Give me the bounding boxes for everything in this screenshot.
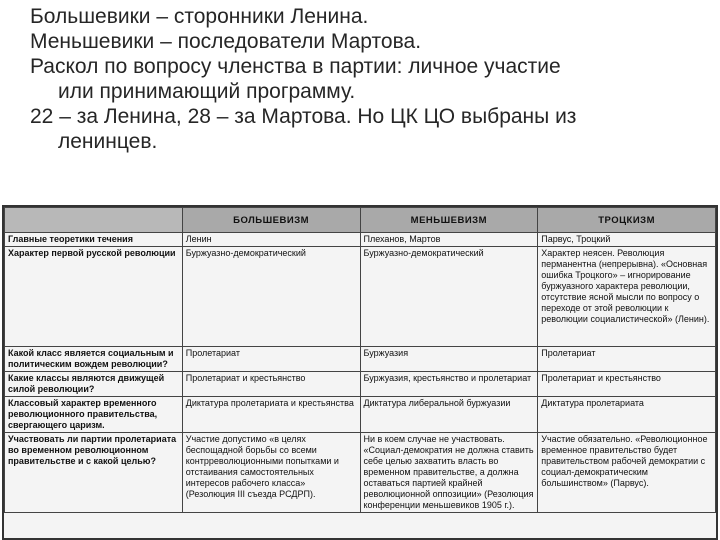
text-line: Меньшевики – последователи Мартова. [30, 30, 422, 53]
table-cell: Буржуазия [360, 347, 538, 372]
table-cell: Ленин [182, 233, 360, 247]
table-cell: Парвус, Троцкий [538, 233, 716, 247]
table-cell: Пролетариат [538, 347, 716, 372]
table-cell: Какой класс является социальным и политическим вождем революции? [5, 347, 183, 372]
comparison-table [4, 207, 716, 513]
table-cell: Участвовать ли партии пролетариата во временном революционном правительстве и с какой целью? [5, 433, 183, 513]
table-cell: Участие допустимо «в целях беспощадной борьбы со всеми контрреволюционными попытками и отстаивания самостоятельных интересов рабочего класса» (Резолюция III съезда РСДРП). [182, 433, 360, 513]
table-cell: Диктатура либеральной буржуазии [360, 397, 538, 433]
header-cell: БОЛЬШЕВИЗМ [182, 208, 360, 233]
table-cell: Буржуазно-демократический [360, 247, 538, 347]
table-row [5, 397, 716, 433]
table-cell: Классовый характер временного революционного правительства, свергающего царизм. [5, 397, 183, 433]
table-cell: Характер неясен. Революция перманентна (непрерывна). «Основная ошибка Троцкого» – игнорирование буржуазного характера революции, отсутствие ясной мысли по вопросу о переходе от этой революции к революции социалистической» (Ленин). [538, 247, 716, 347]
table-row [5, 347, 716, 372]
table-cell: Характер первой русской революции [5, 247, 183, 347]
text-line: Раскол по вопросу членства в партии: личное участие [30, 55, 561, 78]
table-row [5, 233, 716, 247]
table-cell: Буржуазно-демократический [182, 247, 360, 347]
header-cell [5, 208, 183, 233]
table-row [5, 247, 716, 347]
table-row [5, 372, 716, 397]
text-line: 22 – за Ленина, 28 – за Мартова. Но ЦК ЦО выбраны из [30, 105, 577, 128]
header-cell: ТРОЦКИЗМ [538, 208, 716, 233]
text-line: ленинцев. [58, 130, 158, 153]
slide-text [30, 4, 710, 154]
table-cell: Буржуазия, крестьянство и пролетариат [360, 372, 538, 397]
table-header-row [5, 208, 716, 233]
table-cell: Диктатура пролетариата [538, 397, 716, 433]
table-cell: Участие обязательно. «Революционное временное правительство будет правительством рабочей демократии с социал-демократическим большинством» (Парвус). [538, 433, 716, 513]
table-cell: Пролетариат [182, 347, 360, 372]
comparison-table-image [2, 205, 718, 540]
table-cell: Какие классы являются движущей силой революции? [5, 372, 183, 397]
table-cell: Главные теоретики течения [5, 233, 183, 247]
table-cell: Пролетариат и крестьянство [538, 372, 716, 397]
table-cell: Диктатура пролетариата и крестьянства [182, 397, 360, 433]
text-line: Большевики – сторонники Ленина. [30, 5, 369, 28]
table-row [5, 433, 716, 513]
table-cell: Ни в коем случае не участвовать. «Социал-демократия не должна ставить себе целью захватить власть во временном правительстве, а должна оставаться партией крайней революционной оппозиции» (Резолюция конференции меньшевиков 1905 г.). [360, 433, 538, 513]
table-cell: Плеханов, Мартов [360, 233, 538, 247]
header-cell: МЕНЬШЕВИЗМ [360, 208, 538, 233]
text-line: или принимающий программу. [58, 80, 356, 103]
table-cell: Пролетариат и крестьянство [182, 372, 360, 397]
